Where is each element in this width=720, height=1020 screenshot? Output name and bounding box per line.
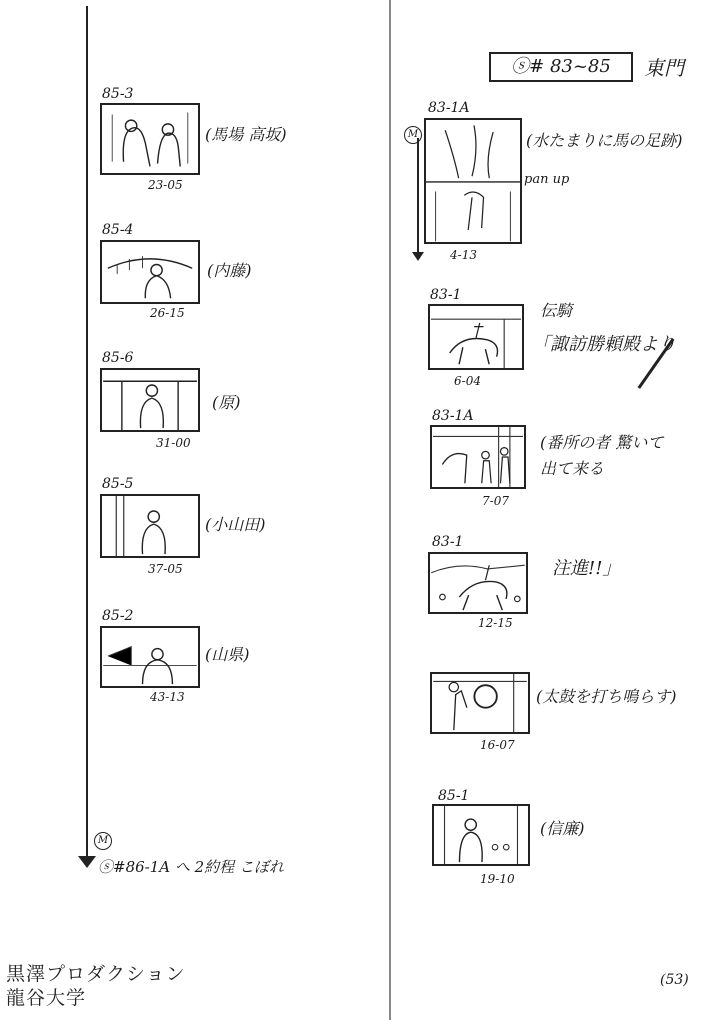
cut-note: 伝騎 [540, 301, 573, 320]
timecode: 4-13 [450, 248, 477, 262]
storyboard-frame-83-1-messenger [428, 304, 524, 370]
cut-label: 85-1 [438, 788, 470, 804]
cut-note: (信廉) [540, 819, 585, 838]
timecode: 26-15 [150, 306, 185, 320]
cut-label: 83-1A [428, 100, 470, 116]
left-timeline-arrowhead [78, 856, 96, 868]
timecode: 19-10 [480, 872, 515, 886]
cut-note: (馬場 高坂) [205, 125, 287, 144]
storyboard-frame-83-1A-guards [430, 425, 526, 489]
location-title: 東門 [644, 56, 684, 80]
cut-label: 85-4 [102, 222, 134, 238]
timecode: 12-15 [478, 616, 513, 630]
storyboard-frame-85-5 [100, 494, 200, 558]
cut-note-line2: 「諏訪勝頼殿より [532, 334, 676, 355]
music-marker: M [404, 126, 422, 144]
scene-range-box: ⓢ# 83~85 [489, 52, 633, 82]
sketch-seated-general [102, 242, 198, 302]
cut-note: (番所の者 驚いて [540, 433, 664, 452]
cut-label: 85-2 [102, 608, 134, 624]
sketch-guards-emerging [432, 427, 524, 487]
timecode: 43-13 [150, 690, 185, 704]
left-timeline-arrow [86, 6, 88, 861]
cut-label: 85-6 [102, 350, 134, 366]
timecode: 7-07 [482, 494, 509, 508]
org-line-1: 黒澤プロダクション [6, 963, 186, 985]
cut-label: 83-1 [430, 287, 462, 303]
right-timeline-arrowhead [412, 252, 424, 261]
storyboard-frame-85-2 [100, 626, 200, 688]
storyboard-frame-85-6 [100, 368, 200, 432]
cut-note-line2: 出て来る [540, 459, 605, 478]
timecode: 37-05 [148, 562, 183, 576]
sketch-horse-hooves-pan [426, 120, 520, 242]
storyboard-frame-85-1 [432, 804, 530, 866]
cut-note: (水たまりに馬の足跡) [526, 131, 683, 150]
sketch-rider-on-horse [430, 306, 522, 368]
cut-label: 85-3 [102, 86, 134, 102]
timecode: 31-00 [156, 436, 191, 450]
storyboard-frame-85-3 [100, 103, 200, 175]
sketch-taiko-drum [432, 674, 528, 732]
sketch-standing-general [102, 496, 198, 556]
cut-note: (小山田) [205, 515, 266, 534]
sketch-two-generals [102, 105, 198, 173]
camera-direction: pan up [524, 172, 570, 187]
cut-label: 85-5 [102, 476, 134, 492]
cut-note: (原) [212, 393, 241, 412]
cut-label: 83-1 [432, 534, 464, 550]
timecode: 23-05 [148, 178, 183, 192]
storyboard-frame-drum [430, 672, 530, 734]
right-timeline [417, 138, 419, 258]
timecode: 6-04 [454, 374, 481, 388]
sketch-gate-figure [102, 370, 198, 430]
cut-note: 注進!!」 [552, 558, 621, 579]
cut-note: (太鼓を打ち鳴らす) [536, 687, 677, 706]
sketch-galloping-rider [430, 554, 526, 612]
sketch-seated-yamagata [102, 628, 198, 686]
storyboard-frame-85-4 [100, 240, 200, 304]
sketch-nobukado [434, 806, 528, 864]
page-fold-line [389, 0, 391, 1020]
music-marker: M [94, 832, 112, 850]
org-line-2: 龍谷大学 [6, 987, 87, 1009]
page-number: (53) [660, 972, 689, 988]
organization-credit [6, 962, 186, 1010]
cut-label: 83-1A [432, 408, 474, 424]
timecode: 16-07 [480, 738, 515, 752]
cut-note: (山県) [205, 645, 250, 664]
storyboard-frame-83-1A-pan [424, 118, 522, 244]
cut-note: (内藤) [207, 261, 252, 280]
storyboard-frame-83-1-charge [428, 552, 528, 614]
spillover-note: ⓢ#86-1A へ 2約程 こぼれ [98, 858, 284, 876]
